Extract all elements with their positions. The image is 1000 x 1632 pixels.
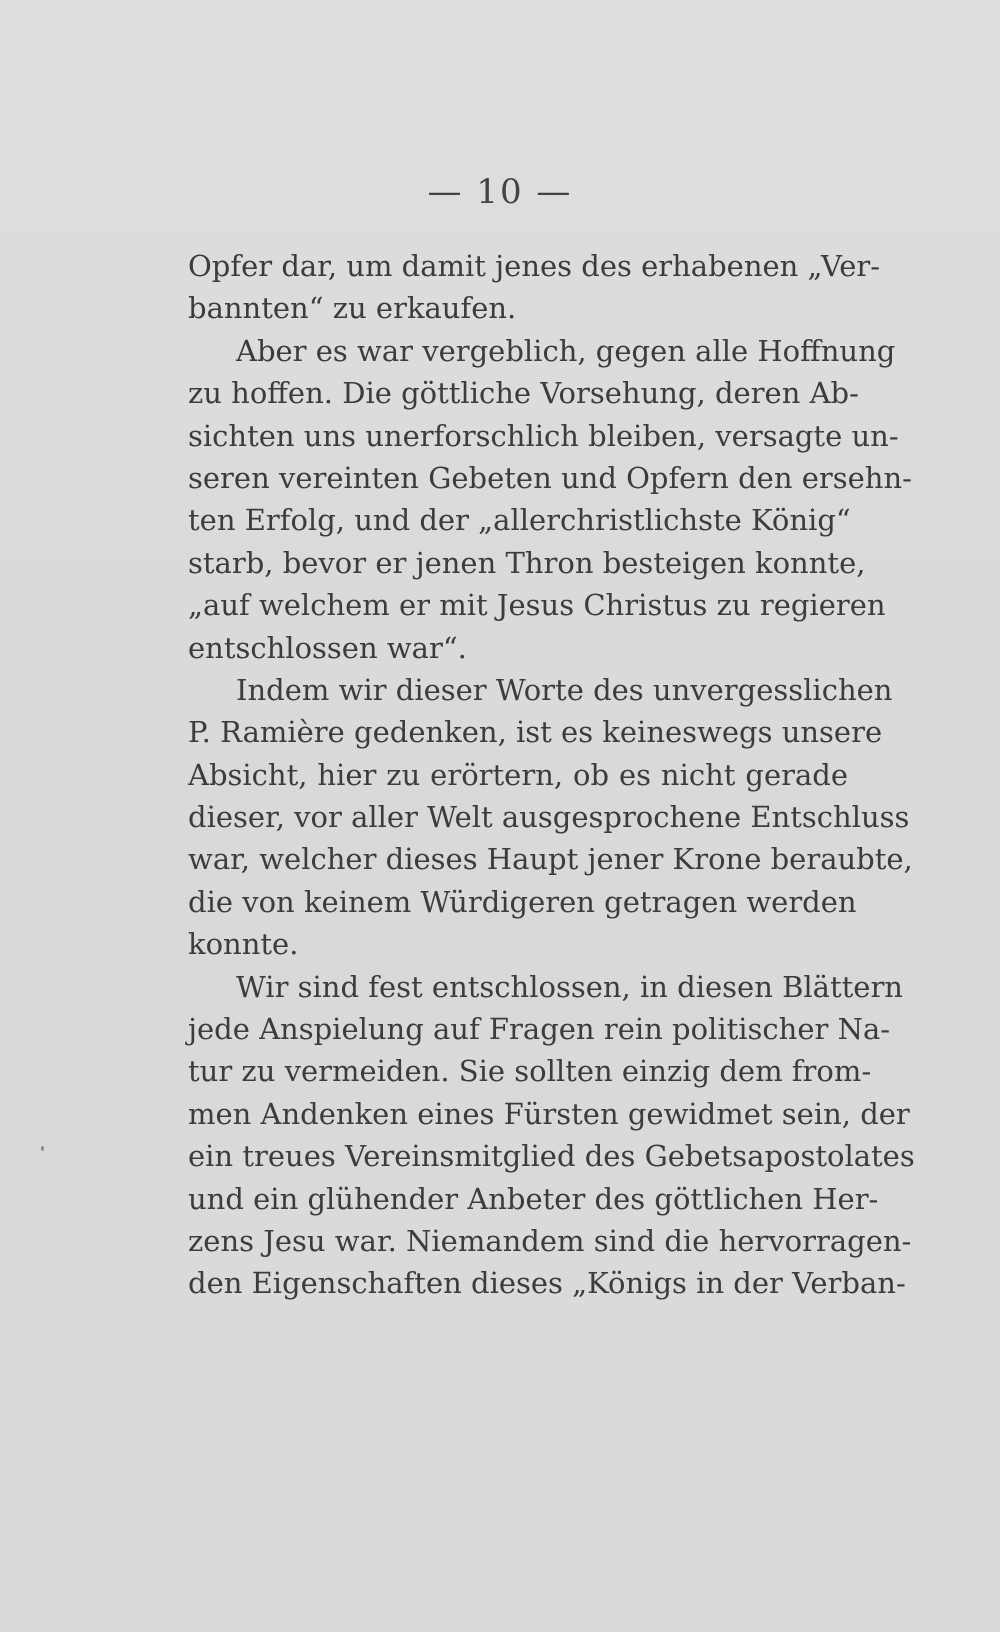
- text-line: tur zu vermeiden. Sie sollten einzig dem from-: [188, 1054, 872, 1089]
- page-number: — 10 —: [427, 172, 573, 212]
- text-line: bannten“ zu erkaufen.: [188, 291, 517, 326]
- text-line: Wir sind fest entschlossen, in diesen Blättern: [236, 969, 903, 1004]
- text-line: und ein glühender Anbeter des göttlichen Her-: [188, 1181, 879, 1216]
- text-line: zens Jesu war. Niemandem sind die hervorragen-: [188, 1223, 912, 1258]
- text-line: „auf welchem er mit Jesus Christus zu regieren: [188, 588, 886, 623]
- body-text: [188, 245, 915, 1305]
- text-line: den Eigenschaften dieses „Königs in der Verban-: [188, 1266, 906, 1301]
- text-line: P. Ramière gedenken, ist es keineswegs unsere: [188, 715, 883, 750]
- text-line: jede Anspielung auf Fragen rein politischer Na-: [188, 1012, 891, 1047]
- text-line: Opfer dar, um damit jenes des erhabenen „Ver-: [188, 249, 881, 283]
- text-line: war, welcher dieses Haupt jener Krone beraubte,: [188, 842, 913, 877]
- text-line: ten Erfolg, und der „allerchristlichste König“: [188, 503, 851, 538]
- text-line: men Andenken eines Fürsten gewidmet sein, der: [188, 1096, 910, 1131]
- text-line: Absicht, hier zu erörtern, ob es nicht gerade: [188, 757, 848, 792]
- text-line: zu hoffen. Die göttliche Vorsehung, deren Ab-: [188, 376, 859, 411]
- text-line: seren vereinten Gebeten und Opfern den ersehn-: [188, 460, 912, 495]
- text-line: Aber es war vergeblich, gegen alle Hoffnung: [236, 333, 896, 368]
- text-line: konnte.: [188, 927, 299, 962]
- text-line: die von keinem Würdigeren getragen werden: [188, 884, 857, 919]
- text-line: Indem wir dieser Worte des unvergesslichen: [236, 672, 893, 707]
- text-line: ein treues Vereinsmitglied des Gebetsapostolates: [188, 1139, 915, 1174]
- paper-speck: [41, 1146, 44, 1151]
- text-line: entschlossen war“.: [188, 630, 467, 665]
- text-line: sichten uns unerforschlich bleiben, versagte un-: [188, 418, 899, 453]
- text-line: starb, bevor er jenen Thron besteigen konnte,: [188, 545, 866, 580]
- text-line: dieser, vor aller Welt ausgesprochene Entschluss: [188, 800, 910, 835]
